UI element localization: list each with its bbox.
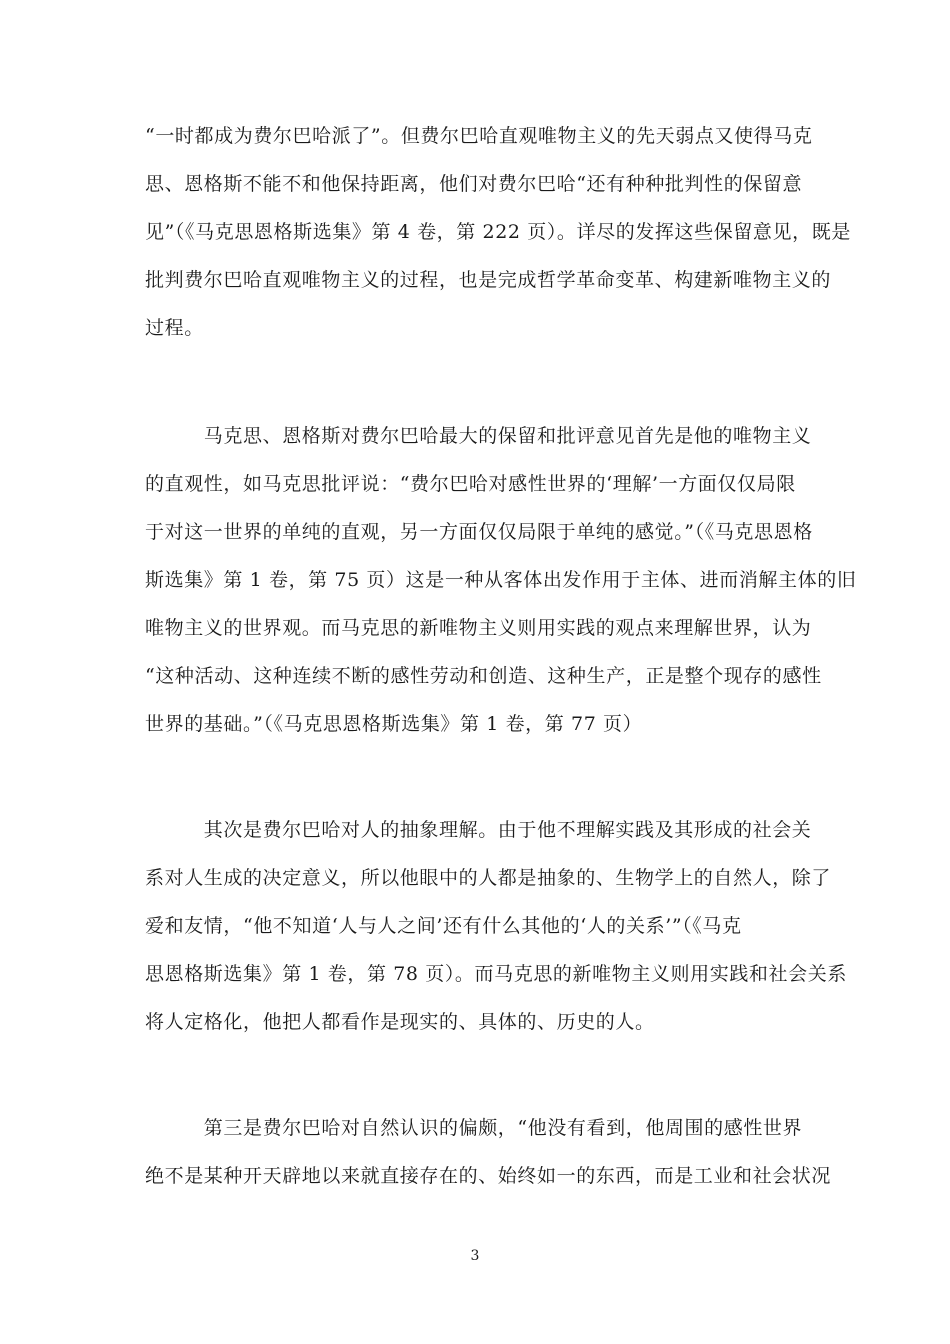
text-line: 世界的基础。”（《马克思恩格斯选集》第 1 卷，第 77 页） <box>145 713 643 735</box>
page-number: 3 <box>470 1248 480 1264</box>
text-line: 思、恩格斯不能不和他保持距离，他们对费尔巴哈“还有种种批判性的保留意 <box>145 173 803 195</box>
text-line: 的直观性，如马克思批评说：“费尔巴哈对感性世界的‘理解’一方面仅仅局限 <box>145 473 796 495</box>
text-line: 其次是费尔巴哈对人的抽象理解。由于他不理解实践及其形成的社会关 <box>145 819 812 841</box>
text-line: 唯物主义的世界观。而马克思的新唯物主义则用实践的观点来理解世界，认为 <box>145 617 812 639</box>
text-line: 将人定格化，他把人都看作是现实的、具体的、历史的人。 <box>145 1011 655 1033</box>
text-line: 于对这一世界的单纯的直观，另一方面仅仅局限于单纯的感觉。”（《马克思恩格 <box>145 521 813 543</box>
paragraph-3 <box>145 806 847 1046</box>
paragraph-1 <box>145 112 851 352</box>
text-line: 见”（《马克思恩格斯选集》第 4 卷，第 222 页）。详尽的发挥这些保留意见，既是 <box>145 221 851 243</box>
text-line: 第三是费尔巴哈对自然认识的偏颇，“他没有看到，他周围的感性世界 <box>145 1117 803 1139</box>
text-line: 斯选集》第 1 卷，第 75 页）这是一种从客体出发作用于主体、进而消解主体的旧 <box>145 569 857 591</box>
text-line: 系对人生成的决定意义，所以他眼中的人都是抽象的、生物学上的自然人，除了 <box>145 867 832 889</box>
text-line: 马克思、恩格斯对费尔巴哈最大的保留和批评意见首先是他的唯物主义 <box>145 425 812 447</box>
text-line: “一时都成为费尔巴哈派了”。但费尔巴哈直观唯物主义的先天弱点又使得马克 <box>145 125 813 147</box>
paragraph-2 <box>145 412 857 748</box>
text-line: 批判费尔巴哈直观唯物主义的过程，也是完成哲学革命变革、构建新唯物主义的 <box>145 269 832 291</box>
text-line: 过程。 <box>145 317 204 339</box>
text-line: 爱和友情，“他不知道‘人与人之间’还有什么其他的‘人的关系’”（《马克 <box>145 915 742 937</box>
text-line: 绝不是某种开天辟地以来就直接存在的、始终如一的东西，而是工业和社会状况 <box>145 1165 832 1187</box>
text-line: “这种活动、这种连续不断的感性劳动和创造、这种生产，正是整个现存的感性 <box>145 665 822 687</box>
paragraph-4 <box>145 1104 832 1200</box>
text-line: 思恩格斯选集》第 1 卷，第 78 页）。而马克思的新唯物主义则用实践和社会关系 <box>145 963 847 985</box>
